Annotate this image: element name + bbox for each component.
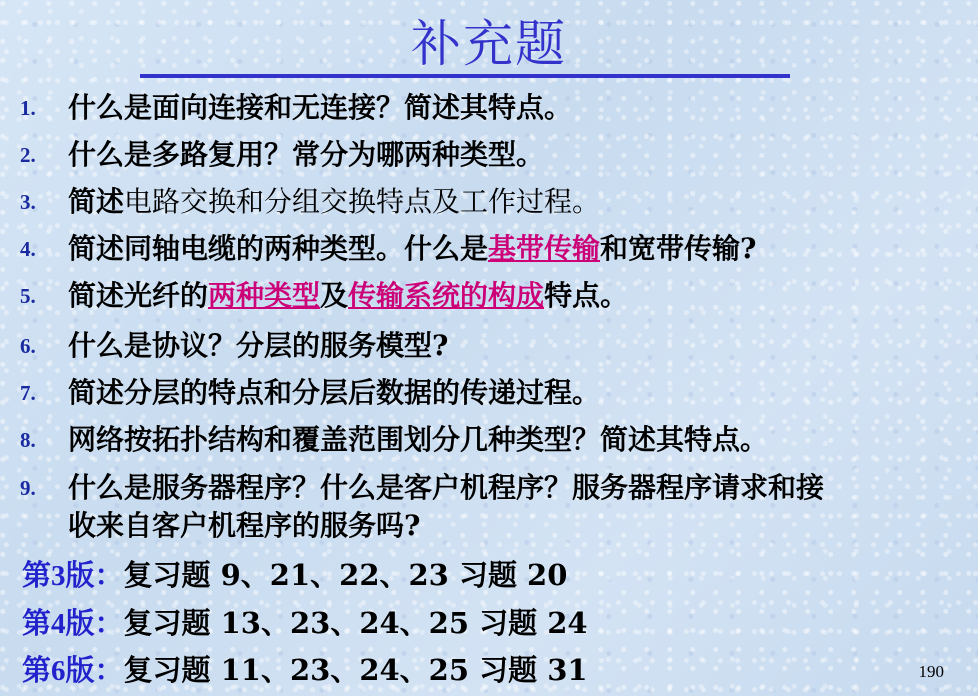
edition-line-3 — [22, 555, 567, 596]
item-text-continued: 收来自客户机程序的服务吗? — [68, 509, 421, 542]
highlight-term: 两种类型 — [208, 279, 321, 312]
item-number: 6. — [20, 334, 36, 358]
item-text: 什么是面向连接和无连接？简述其特点。 — [68, 91, 573, 124]
item-text: 简述光纤的两种类型及传输系统的构成特点。 — [68, 279, 629, 312]
item-number: 4. — [20, 237, 36, 261]
item-number: 2. — [20, 143, 36, 167]
highlight-term: 基带传输 — [488, 232, 601, 265]
item-number: 5. — [20, 284, 36, 308]
item-text: 网络按拓扑结构和覆盖范围划分几种类型？简述其特点。 — [68, 423, 769, 456]
item-number: 7. — [20, 381, 36, 405]
item-text: 简述电路交换和分组交换特点及工作过程。 — [68, 185, 601, 218]
title-underline — [140, 74, 790, 78]
edition-line-6 — [22, 650, 588, 691]
edition-line-4 — [22, 603, 588, 644]
item-text: 简述同轴电缆的两种类型。什么是基带传输和宽带传输? — [68, 232, 757, 265]
slide-title: 补充题 — [411, 15, 567, 73]
item-number: 1. — [20, 96, 36, 120]
item-number: 8. — [20, 428, 36, 452]
edition-label: 第4版： — [22, 608, 124, 640]
item-text: 什么是服务器程序？什么是客户机程序？服务器程序请求和接 — [68, 471, 825, 504]
edition-exercises: 复习题 9、21、22、23 习题 20 — [123, 558, 568, 592]
edition-label: 第6版： — [22, 655, 124, 687]
item-number: 9. — [20, 476, 36, 500]
edition-label: 第3版： — [22, 560, 124, 592]
edition-exercises: 复习题 13、23、24、25 习题 24 — [123, 606, 588, 640]
highlight-term: 传输系统的构成 — [348, 279, 545, 312]
item-text: 简述分层的特点和分层后数据的传递过程。 — [68, 376, 601, 409]
item-text: 什么是多路复用？常分为哪两种类型。 — [68, 138, 545, 171]
item-number: 3. — [20, 190, 36, 214]
edition-exercises: 复习题 11、23、24、25 习题 31 — [123, 653, 588, 687]
item-text: 什么是协议？分层的服务模型? — [68, 329, 449, 362]
page-number: 190 — [918, 662, 944, 681]
